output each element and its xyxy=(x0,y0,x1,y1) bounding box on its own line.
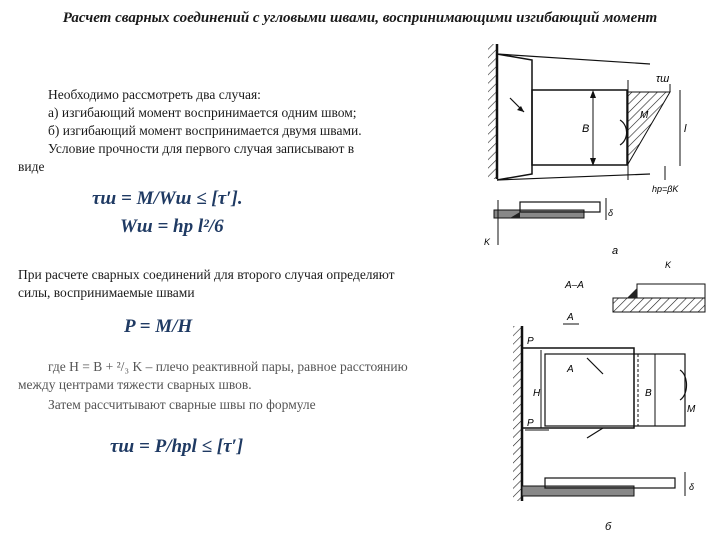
text-line: При расчете сварных соединений для второго случая определяют xyxy=(18,267,395,282)
text-line: где H = B + ²/₃ K – плечо реактивной пары, равное расстоянию xyxy=(48,359,408,374)
label-hp: hp=βK xyxy=(652,184,679,194)
text-line: виде xyxy=(18,159,45,174)
label-delta-b: δ xyxy=(689,482,695,492)
wall-hatch xyxy=(488,44,497,179)
formula-force: P = M/H xyxy=(124,316,193,337)
formula-strength: τш = M/Wш ≤ [τ′]. xyxy=(92,188,243,209)
label-B-b: B xyxy=(645,388,652,399)
text-line: между центрами тяжести сварных швов. xyxy=(18,377,252,392)
text-line: а) изгибающий момент воспринимается одним швом; xyxy=(48,105,357,120)
label-l: l xyxy=(684,123,687,135)
plate-rect xyxy=(532,90,627,165)
figure-b-caption: б xyxy=(605,521,612,533)
label-section: A–A xyxy=(565,280,584,291)
label-M-b: M xyxy=(687,404,696,415)
figure-a-caption: а xyxy=(612,245,619,257)
label-P-top: P xyxy=(527,336,534,347)
page-title: Расчет сварных соединений с угловыми швами, воспринимающими изгибающий момент xyxy=(62,10,658,26)
label-delta: δ xyxy=(608,208,614,218)
text-line: Затем рассчитывают сварные швы по формуле xyxy=(48,397,316,412)
label-tau: τш xyxy=(656,73,670,85)
formula-shear-stress: τш = P/hpl ≤ [τ′] xyxy=(110,436,244,457)
label-A-top: A xyxy=(567,312,574,323)
label-M: M xyxy=(640,110,649,121)
label-P-bottom: P xyxy=(527,418,534,429)
label-H: H xyxy=(533,388,541,399)
figure-a-drawing xyxy=(480,40,705,260)
text-line: Необходимо рассмотреть два случая: xyxy=(48,87,261,102)
text-line: Условие прочности для первого случая записывают в xyxy=(48,141,355,156)
formula-section-modulus: Wш = hp l²/6 xyxy=(120,216,224,237)
label-A-mid: A xyxy=(567,364,574,375)
label-K-b: K xyxy=(665,260,672,270)
label-B: B xyxy=(582,123,590,135)
figure-b-drawing xyxy=(505,250,715,535)
label-K: K xyxy=(484,237,491,247)
text-line: силы, воспринимаемые швами xyxy=(18,285,195,300)
text-line: б) изгибающий момент воспринимается двумя швами. xyxy=(48,123,362,138)
